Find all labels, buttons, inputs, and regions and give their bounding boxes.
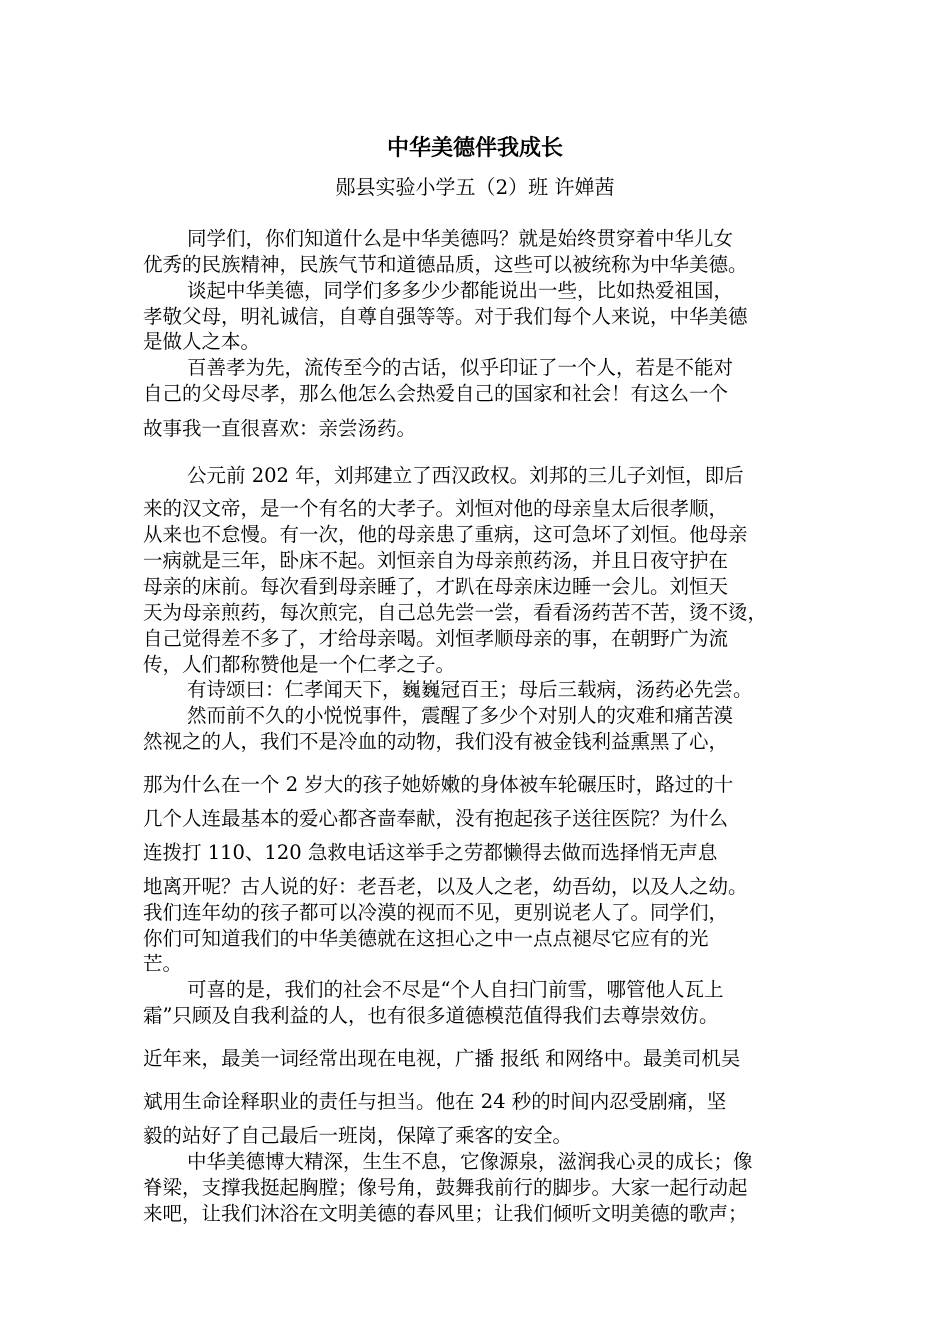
text-line: 霜”只顾及自我利益的人，也有很多道德模范值得我们去尊崇效仿。 [143, 1004, 719, 1027]
text-line: 是做人之本。 [143, 330, 261, 353]
text-line: 来的汉文帝，是一个有名的大孝子。刘恒对他的母亲皇太后很孝顺， [143, 497, 729, 520]
text-line: 传，人们都称赞他是一个仁孝之子。 [143, 653, 456, 676]
text-line: 芒。 [143, 952, 183, 975]
text-line: 有诗颂曰：仁孝闻天下，巍巍冠百王；母后三载病，汤药必先尝。 [187, 678, 753, 701]
text-line: 从来也不怠慢。有一次，他的母亲患了重病，这可急坏了刘恒。他母亲 [143, 523, 748, 546]
text-line: 优秀的民族精神，民族气节和道德品质，这些可以被统称为中华美德。 [143, 253, 748, 276]
text-line: 公元前 202 年，刘邦建立了西汉政权。刘邦的三儿子刘恒，即后 [187, 464, 744, 487]
text-line: 你们可知道我们的中华美德就在这担心之中一点点褪尽它应有的光 [143, 927, 709, 950]
author-line: 郧县实验小学五（2）班 许婵茜 [335, 175, 615, 199]
text-line: 那为什么在一个 2 岁大的孩子她娇嫩的身体被车轮碾压时，路过的十 [143, 773, 734, 796]
text-line: 脊梁，支撑我挺起胸膛；像号角，鼓舞我前行的脚步。大家一起行动起 [143, 1176, 748, 1199]
text-line: 同学们，你们知道什么是中华美德吗？就是始终贯穿着中华儿女 [187, 227, 734, 250]
text-line: 斌用生命诠释职业的责任与担当。他在 24 秒的时间内忍受剧痛，坚 [143, 1090, 727, 1113]
text-line: 来吧，让我们沐浴在文明美德的春风里；让我们倾听文明美德的歌声； [143, 1202, 748, 1225]
text-line: 自己的父母尽孝，那么他怎么会热爱自己的国家和社会！有这么一个 [143, 382, 729, 405]
text-line: 中华美德博大精深，生生不息，它像源泉，滋润我心灵的成长；像 [187, 1150, 753, 1173]
text-line: 天为母亲煎药，每次煎完，自己总先尝一尝，看看汤药苦不苦，烫不烫， [143, 601, 768, 624]
text-line: 地离开呢？古人说的好：老吾老，以及人之老，幼吾幼，以及人之幼。 [143, 875, 748, 898]
document-title: 中华美德伴我成长 [386, 136, 563, 161]
text-line: 母亲的床前。每次看到母亲睡了，才趴在母亲床边睡一会儿。刘恒天 [143, 575, 729, 598]
text-line: 然视之的人，我们不是冷血的动物，我们没有被金钱利益熏黑了心， [143, 730, 729, 753]
text-line: 然而前不久的小悦悦事件，震醒了多少个对别人的灾难和痛苦漠 [187, 704, 734, 727]
text-line: 近年来，最美一词经常出现在电视，广播 报纸 和网络中。最美司机吴 [143, 1047, 741, 1070]
text-line: 孝敬父母，明礼诚信，自尊自强等等。对于我们每个人来说，中华美德 [143, 305, 748, 328]
text-line: 谈起中华美德，同学们多多少少都能说出一些，比如热爱祖国， [187, 279, 734, 302]
text-line: 故事我一直很喜欢：亲尝汤药。 [143, 417, 417, 440]
text-line: 连拨打 110、120 急救电话这举手之劳都懒得去做而选择悄无声息 [143, 841, 718, 864]
text-line: 几个人连最基本的爱心都吝啬奉献，没有抱起孩子送往医院？为什么 [143, 807, 729, 830]
text-line: 我们连年幼的孩子都可以冷漠的视而不见，更别说老人了。同学们， [143, 901, 729, 924]
text-line: 毅的站好了自己最后一班岗，保障了乘客的安全。 [143, 1124, 573, 1147]
text-line: 一病就是三年，卧床不起。刘恒亲自为母亲煎药汤，并且日夜守护在 [143, 549, 729, 572]
text-line: 自己觉得差不多了，才给母亲喝。刘恒孝顺母亲的事，在朝野广为流 [143, 627, 729, 650]
text-line: 百善孝为先，流传至今的古话，似乎印证了一个人，若是不能对 [187, 356, 734, 379]
text-line: 可喜的是，我们的社会不尽是“个人自扫门前雪，哪管他人瓦上 [187, 978, 724, 1001]
